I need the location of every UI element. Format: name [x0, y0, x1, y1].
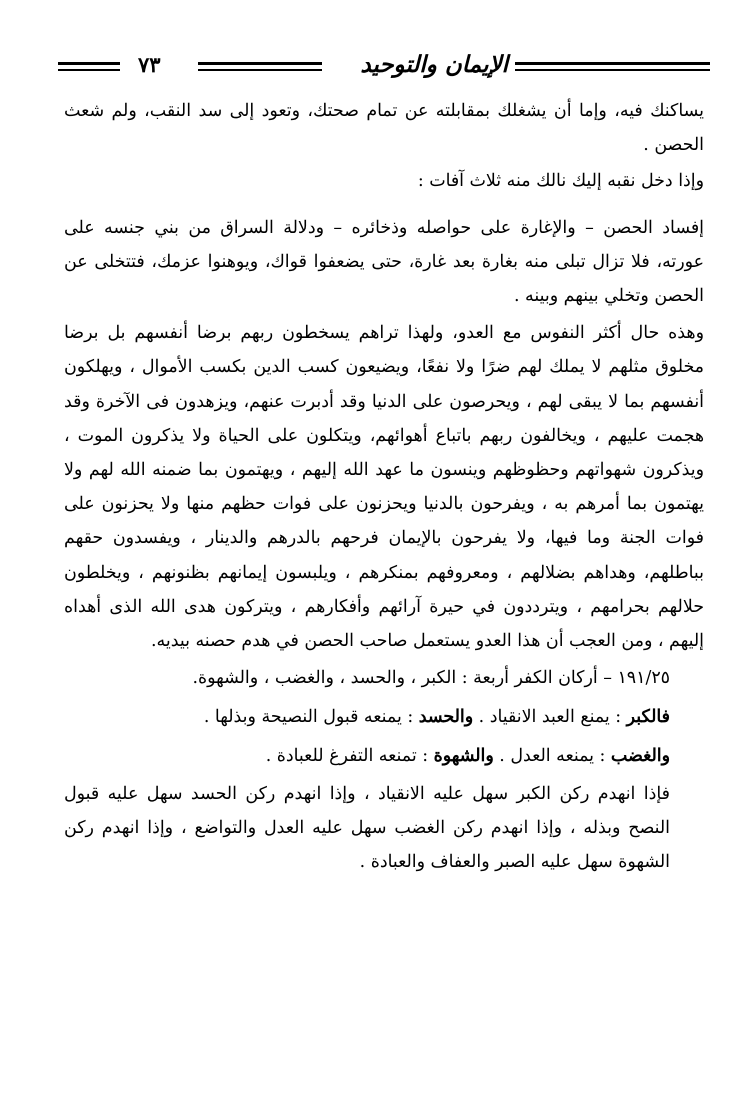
header-rule-left — [58, 62, 120, 71]
header-rule-middle — [198, 62, 322, 71]
term-anger: والغضب — [610, 745, 670, 766]
page-number: ٧٣ — [138, 52, 161, 77]
paragraph-pillars-of-disbelief: ١٩١/٢٥ – أركان الكفر أربعة : الكبر ، والحسد ، والغضب ، والشهوة. — [192, 668, 670, 689]
paragraph-anger-desire — [64, 739, 704, 773]
paragraph-three-harms-intro: وإذا دخل نقبه إليك نالك منه ثلاث آفات : — [417, 171, 704, 192]
term-desire: والشهوة — [433, 745, 494, 766]
definition-anger: : يمنعه العدل . — [499, 745, 611, 766]
paragraph-pillars-collapse: فإذا انهدم ركن الكبر سهل عليه الانقياد ، وإذا انهدم ركن الحسد سهل عليه قبول النصح وبذله ، وإذا انهدم ركن الغضب سهل عليه العدل والتواضع ، وإذا انهدم ركن الشهوة سهل عليه الصبر والعفاف والعبادة . — [64, 783, 670, 873]
definition-envy: : يمنعه قبول النصيحة وبذلها . — [203, 707, 419, 728]
page-body — [64, 94, 704, 883]
header-rule-right — [515, 62, 710, 71]
paragraph-pride-envy — [64, 700, 704, 734]
definition-pride: : يمنع العبد الانقياد . — [478, 707, 627, 728]
paragraph-three-harms: إفساد الحصن – والإغارة على حواصله وذخائره – ودلالة السراق من بني جنسه على عورته، فلا تزال تبلى منه بغارة بعد غارة، حتى يضعفوا قواك، ويوهنوا عزمك، فتتخلى عن الحصن وتخلي بينهم وبينه . — [64, 217, 704, 307]
page-title: الإيمان والتوحيد — [360, 51, 508, 78]
definition-desire: : تمنعه التفرغ للعبادة . — [265, 745, 434, 766]
term-pride: فالكبر — [626, 707, 670, 728]
paragraph-continuation: يساكنك فيه، وإما أن يشغلك بمقابلته عن تمام صحتك، وتعود إلى سد النقب، ولم شعث الحصن . — [64, 101, 704, 156]
term-envy: والحسد — [418, 707, 474, 728]
page-header — [58, 52, 710, 92]
paragraph-state-of-souls: وهذه حال أكثر النفوس مع العدو، ولهذا تراهم يسخطون ربهم برضا أنفسهم بل برضا مخلوق مثلهم لا يملك لهم ضرًا ولا نفعًا، ويضيعون كسب الدين بكسب الأموال ، ويهلكون أنفسهم بما لا يبقى لهم ، ويحرصون على الدنيا وقد أدبرت عنهم، ويزهدون فى الآخرة وقد هجمت عليهم ، ويخالفون ربهم باتباع أهوائهم، ويتكلون على الحياة ولا يذكرون الموت ، ويذكرون شهواتهم وحظوظهم وينسون ما عهد الله إليهم ، ويهتمون بما ضمنه الله لهم ولا يهتمون بما أمرهم به ، ويفرحون بالدنيا ويحزنون على فوات حظهم منها ولا يحزنون على فوات الجنة وما فيها، ولا يفرحون بالإيمان فرحهم بالدرهم والدينار ، ويفسدون حقهم بباطلهم، وهداهم بضلالهم ، ومعروفهم بمنكرهم ، ويلبسون إيمانهم بظنونهم ، ويخلطون حلالهم بحرامهم ، ويترددون في حيرة آرائهم وأفكارهم ، ويتركون هدى الله الذى أهداه إليهم ، ومن العجب أن هذا العدو يستعمل صاحب الحصن في هدم حصنه بيديه. — [64, 323, 704, 652]
